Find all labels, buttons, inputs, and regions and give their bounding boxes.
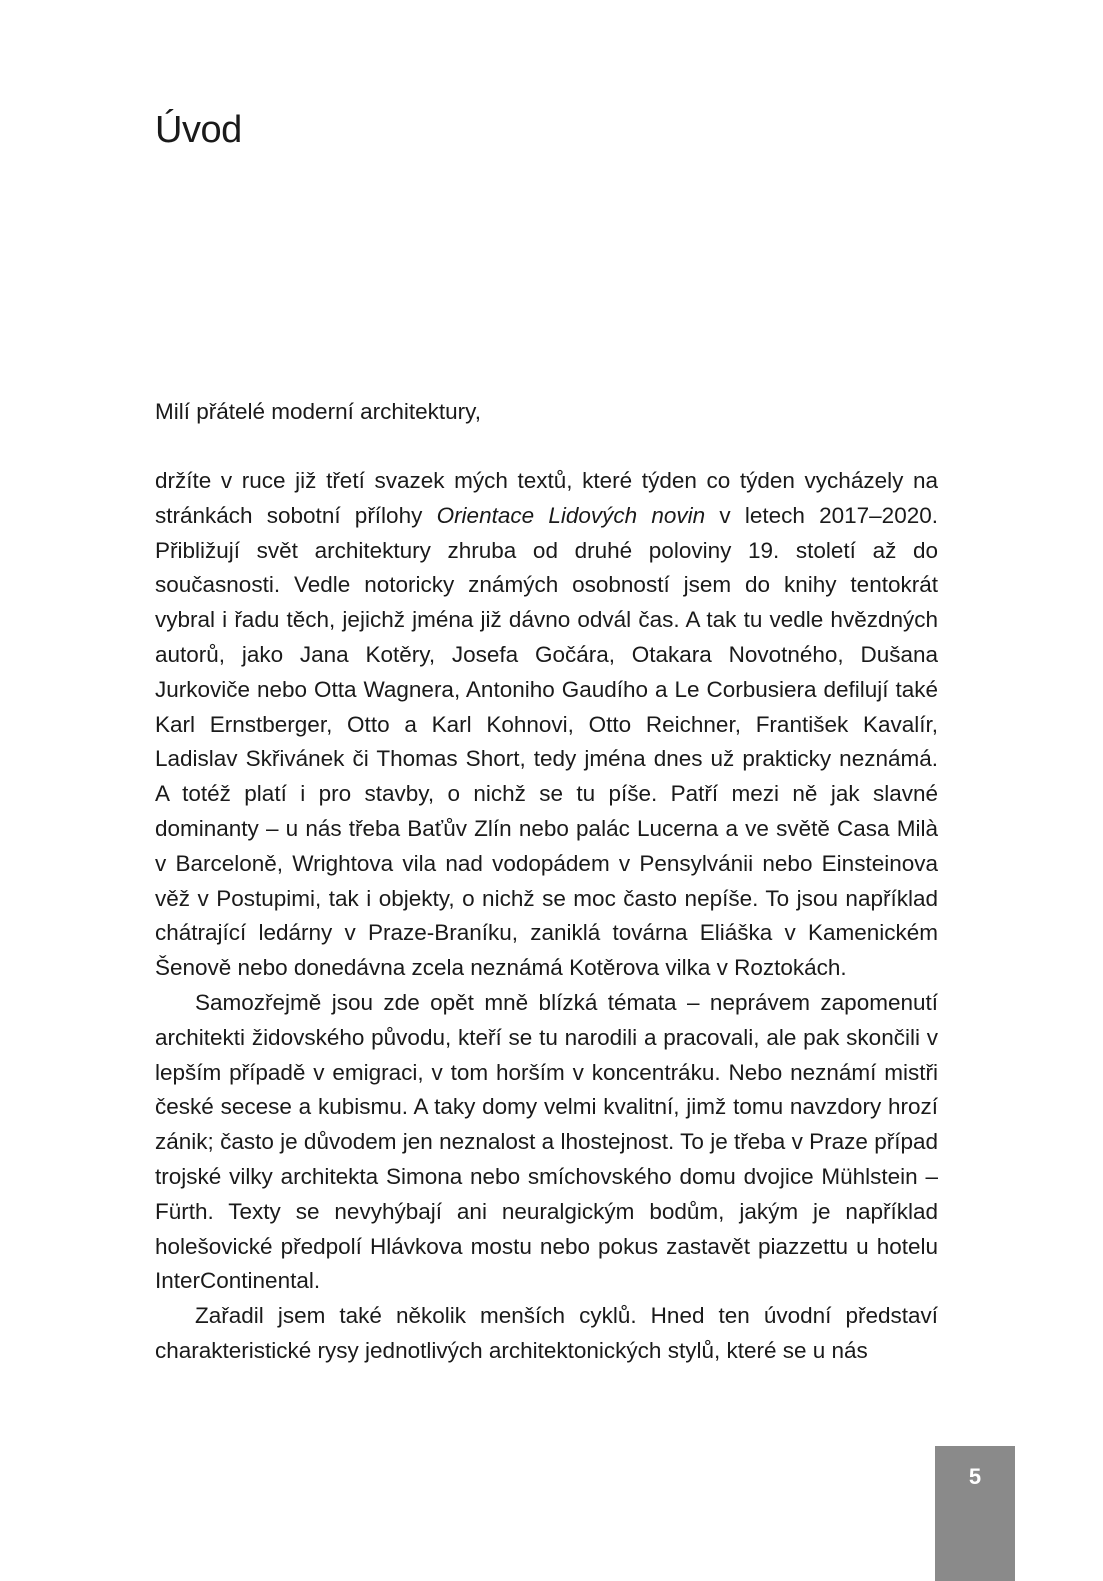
body-text [155, 464, 938, 1369]
paragraph-3: Zařadil jsem také několik menších cyklů. Hned ten úvodní představí charakteristické rysy jednotlivých architektonických stylů, které se u nás [155, 1303, 938, 1363]
page-title: Úvod [155, 109, 242, 151]
paragraph-1-rest: v letech 2017–2020. Přibližují svět architektury zhruba od druhé poloviny 19. století až do současnosti. Vedle notoricky známých osobností jsem do knihy tentokrát vybral i řadu těch, jejichž jména již dávno odvál čas. A tak tu vedle hvězdných autorů, jako Jana Kotěry, Josefa Gočára, Otakara Novotného, Dušana Jurkoviče nebo Otta Wagnera, Antoniho Gaudího a Le Corbusiera defilují také Karl Ernstberger, Otto a Karl Kohnovi, Otto Reichner, František Kavalír, Ladislav Skřivánek či Thomas Short, tedy jména dnes už prakticky neznámá. A totéž platí i pro stavby, o nichž se tu píše. Patří mezi ně jak slavné dominanty – u nás třeba Baťův Zlín nebo palác Lucerna a ve světě Casa Milà v Barceloně, Wrightova vila nad vodopádem v Pensylvánii nebo Einsteinova věž v Postupimi, tak i objekty, o nichž se moc často nepíše. To jsou například chátrající ledárny v Praze-Braníku, zaniklá továrna Eliáška v Kamenickém Šenově nebo donedávna zcela neznámá Kotěrova vilka v Roztokách. [155, 502, 938, 981]
page-number-tab [935, 1446, 1015, 1581]
paragraph-2: Samozřejmě jsou zde opět mně blízká témata – neprávem zapomenutí architekti židovského původu, kteří se tu narodili a pracovali, ale pak skončili v lepším případě v emigraci, v tom horším v koncentráku. Nebo neznámí mistři české secese a kubismu. A taky domy velmi kvalitní, jimž tomu navzdory hrozí zánik; často je důvodem jen neznalost a lhostejnost. To je třeba v Praze případ trojské vilky architekta Simona nebo smíchovského domu dvojice Mühlstein – Fürth. Texty se nevyhýbají ani neuralgickým bodům, jakým je například holešovické předpolí Hlávkova mostu nebo pokus zastavět piazzettu u hotelu InterContinental. [155, 989, 938, 1294]
paragraph-1 [155, 464, 938, 986]
page-number: 5 [968, 1464, 982, 1489]
salutation: Milí přátelé moderní architektury, [155, 399, 481, 424]
publication-name: Orientace Lidových novin [436, 502, 706, 528]
paragraph-1-start: držíte v ruce již třetí svazek mých textů, které týden co týden vycházely na stránkách sobotní přílohy [155, 468, 938, 528]
